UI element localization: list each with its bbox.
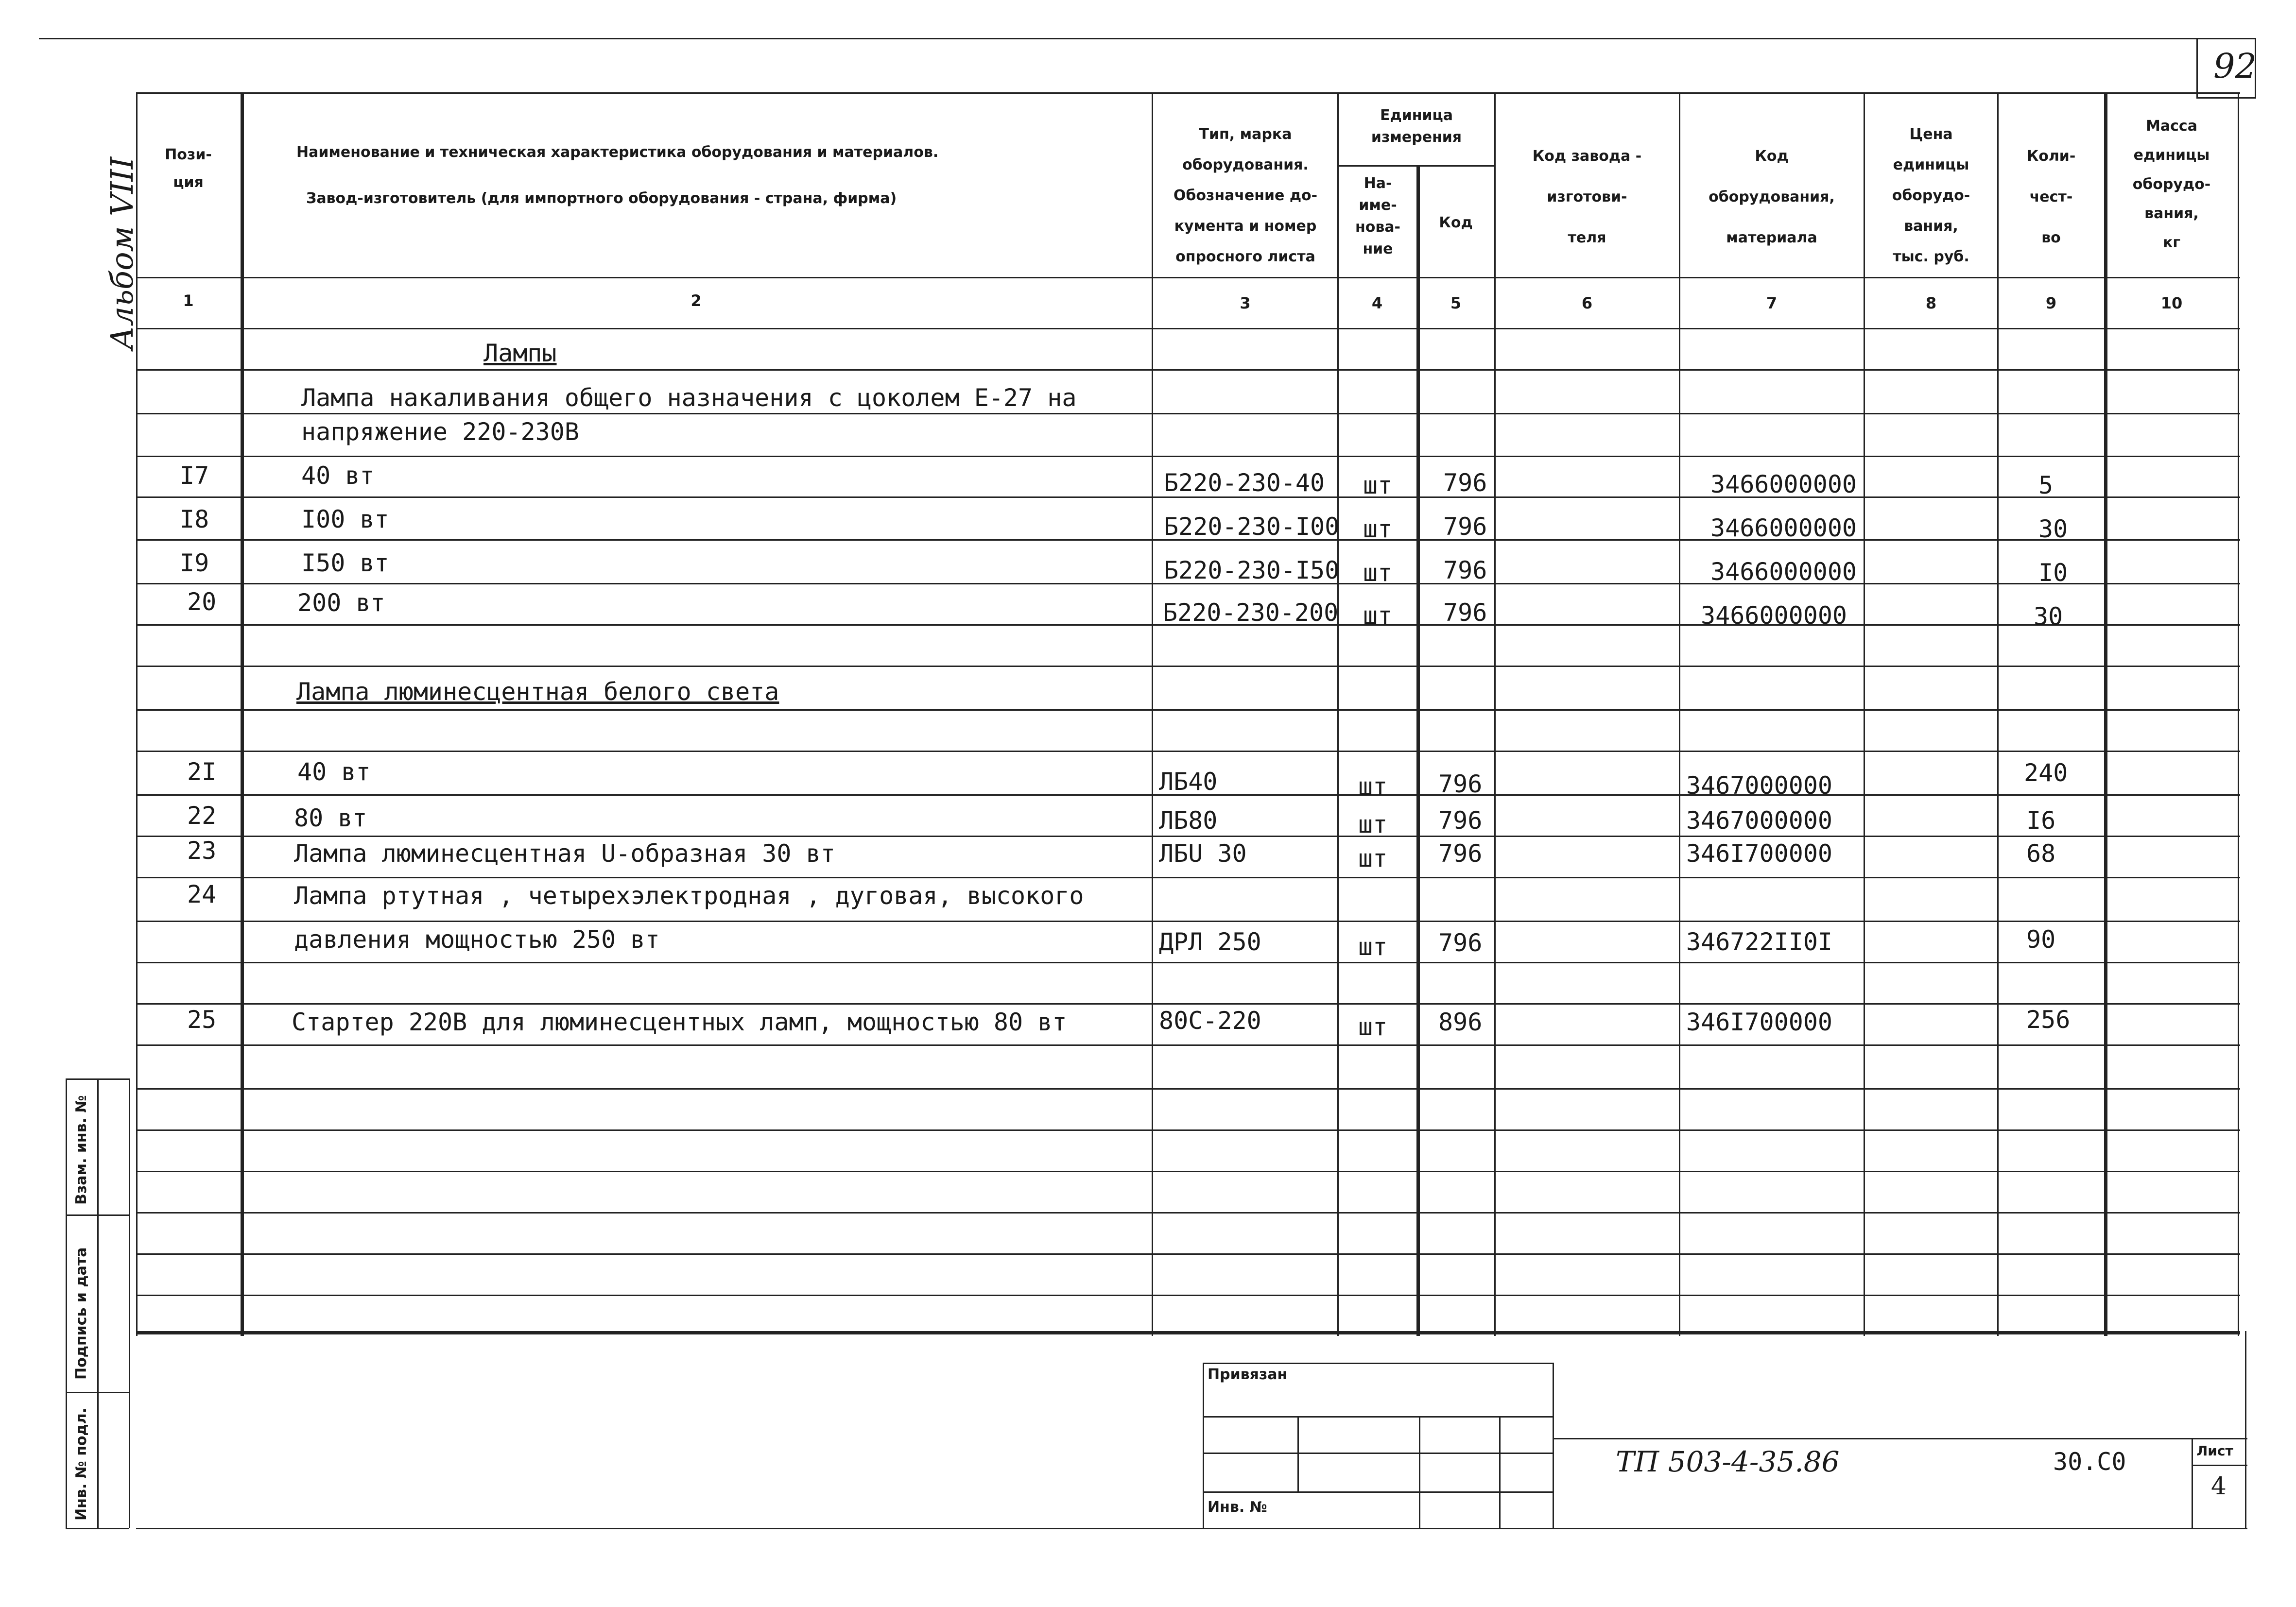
unit-code: 796 bbox=[1438, 806, 1483, 835]
colnum-9: 9 bbox=[2045, 294, 2057, 312]
fluorescent-title: Лампа люминесцентная белого света bbox=[296, 678, 779, 706]
header-unit-name: На- име- нова- ние bbox=[1355, 175, 1401, 257]
stamp-signature-date: Подпись и дата bbox=[73, 1247, 90, 1380]
doc-code: ТП 503-4-35.86 bbox=[1616, 1445, 1840, 1478]
colnum-4: 4 bbox=[1371, 294, 1383, 312]
material-code: 3466000000 bbox=[1710, 470, 1857, 498]
material-code: 3467000000 bbox=[1686, 806, 1833, 835]
unit: шт bbox=[1358, 810, 1388, 838]
name-line2: давления мощностью 250 вт bbox=[294, 925, 660, 954]
unit: шт bbox=[1358, 1013, 1388, 1041]
pos: 20 bbox=[187, 588, 217, 616]
unit-code: 896 bbox=[1438, 1008, 1483, 1036]
quantity: 5 bbox=[2038, 471, 2054, 499]
unit-code: 796 bbox=[1438, 929, 1483, 957]
header-name-line2: Завод-изготовитель (для импортного оборудования - страна, фирма) bbox=[306, 190, 897, 207]
unit-code: 796 bbox=[1443, 556, 1487, 584]
quantity: 256 bbox=[2026, 1006, 2071, 1034]
header-unit-group: Единица измерения bbox=[1371, 107, 1462, 146]
quantity: 30 bbox=[2038, 515, 2068, 543]
unit: шт bbox=[1358, 772, 1388, 801]
colnum-1: 1 bbox=[183, 291, 194, 310]
material-code: 346I700000 bbox=[1686, 1008, 1833, 1036]
pos: I7 bbox=[180, 462, 209, 490]
unit: шт bbox=[1363, 471, 1393, 499]
quantity: 68 bbox=[2026, 839, 2056, 868]
pos: I9 bbox=[180, 549, 209, 577]
type: Б220-230-40 bbox=[1164, 469, 1325, 497]
unit-code: 796 bbox=[1443, 598, 1487, 627]
header-name-line1: Наименование и техническая характеристика оборудования и материалов. bbox=[296, 144, 939, 161]
quantity: 90 bbox=[2026, 925, 2056, 954]
stamp-replaced-inv: Взам. инв. № bbox=[73, 1095, 90, 1205]
quantity: 240 bbox=[2024, 759, 2068, 787]
pos: 2I bbox=[187, 758, 217, 786]
type: ДРЛ 250 bbox=[1159, 928, 1261, 956]
colnum-10: 10 bbox=[2160, 294, 2183, 312]
name: 40 вт bbox=[301, 462, 375, 490]
header-quantity: Коли- чест- во bbox=[2026, 148, 2076, 246]
header-mass: Масса единицы оборудо- вания, кг bbox=[2132, 118, 2211, 251]
type: Б220-230-I50 bbox=[1164, 556, 1340, 584]
name: 200 вт bbox=[297, 589, 385, 617]
quantity: I0 bbox=[2038, 559, 2068, 587]
colnum-6: 6 bbox=[1581, 294, 1593, 312]
page-number: 92 bbox=[2213, 46, 2257, 86]
header-material-code: Код оборудования, материала bbox=[1709, 148, 1835, 246]
section-title-lamps: Лампы bbox=[483, 339, 557, 367]
colnum-7: 7 bbox=[1766, 294, 1778, 312]
name: 80 вт bbox=[294, 804, 367, 832]
unit: шт bbox=[1363, 515, 1393, 543]
colnum-2: 2 bbox=[691, 291, 702, 310]
privyazan-label: Привязан bbox=[1208, 1366, 1288, 1383]
pos: 25 bbox=[187, 1006, 217, 1034]
material-code: 346722II0I bbox=[1686, 928, 1833, 956]
material-code: 3466000000 bbox=[1710, 514, 1857, 542]
colnum-5: 5 bbox=[1450, 294, 1462, 312]
pos: 23 bbox=[187, 837, 217, 865]
name: I00 вт bbox=[301, 505, 389, 533]
name: I50 вт bbox=[301, 549, 389, 577]
unit-code: 796 bbox=[1443, 513, 1487, 541]
colnum-8: 8 bbox=[1925, 294, 1937, 312]
pos: 22 bbox=[187, 802, 217, 830]
material-code: 346I700000 bbox=[1686, 839, 1833, 868]
material-code: 3466000000 bbox=[1701, 601, 1847, 630]
album-label: Альбом VIII bbox=[104, 156, 140, 350]
type: 80С-220 bbox=[1159, 1007, 1261, 1035]
incandescent-desc-line2: напряжение 220-230В bbox=[301, 418, 579, 446]
unit-code: 796 bbox=[1443, 469, 1487, 497]
material-code: 3467000000 bbox=[1686, 771, 1833, 800]
unit-code: 796 bbox=[1438, 839, 1483, 868]
header-type: Тип, марка оборудования. Обозначение до- кумента и номер опросного листа bbox=[1173, 126, 1318, 265]
unit: шт bbox=[1363, 559, 1393, 587]
stamp-orig-inv: Инв. № подл. bbox=[73, 1407, 90, 1521]
unit: шт bbox=[1358, 933, 1388, 961]
type: ЛБU 30 bbox=[1159, 839, 1247, 868]
pos: I8 bbox=[180, 505, 209, 533]
pos: 24 bbox=[187, 880, 217, 908]
header-position: Пози- ция bbox=[165, 146, 212, 191]
header-unit-code: Код bbox=[1439, 214, 1473, 231]
unit: шт bbox=[1358, 844, 1388, 872]
section-code: 30.С0 bbox=[2053, 1448, 2126, 1476]
material-code: 3466000000 bbox=[1710, 558, 1857, 586]
name: Лампа люминесцентная U-образная 30 вт bbox=[294, 839, 835, 868]
unit: шт bbox=[1363, 601, 1393, 630]
name-line1: Лампа ртутная , четырехэлектродная , дуговая, высокого bbox=[294, 882, 1084, 910]
type: Б220-230-200 bbox=[1163, 598, 1339, 627]
colnum-3: 3 bbox=[1240, 294, 1251, 312]
unit-code: 796 bbox=[1438, 770, 1483, 798]
quantity: I6 bbox=[2026, 806, 2056, 835]
type: ЛБ40 bbox=[1159, 768, 1218, 796]
header-price: Цена единицы оборудо- вания, тыс. руб. bbox=[1892, 126, 1970, 265]
incandescent-desc-line1: Лампа накаливания общего назначения с цоколем Е-27 на bbox=[301, 384, 1077, 412]
inv-no-label: Инв. № bbox=[1208, 1499, 1267, 1516]
type: Б220-230-I00 bbox=[1164, 513, 1340, 541]
type: ЛБ80 bbox=[1159, 806, 1218, 835]
header-factory-code: Код завода - изготови- теля bbox=[1532, 148, 1642, 246]
name: Стартер 220В для люминесцентных ламп, мощностью 80 вт bbox=[292, 1008, 1067, 1036]
sheet-number: 4 bbox=[2211, 1472, 2227, 1500]
sheet-label: Лист bbox=[2196, 1443, 2233, 1459]
quantity: 30 bbox=[2034, 602, 2063, 631]
name: 40 вт bbox=[297, 758, 371, 786]
